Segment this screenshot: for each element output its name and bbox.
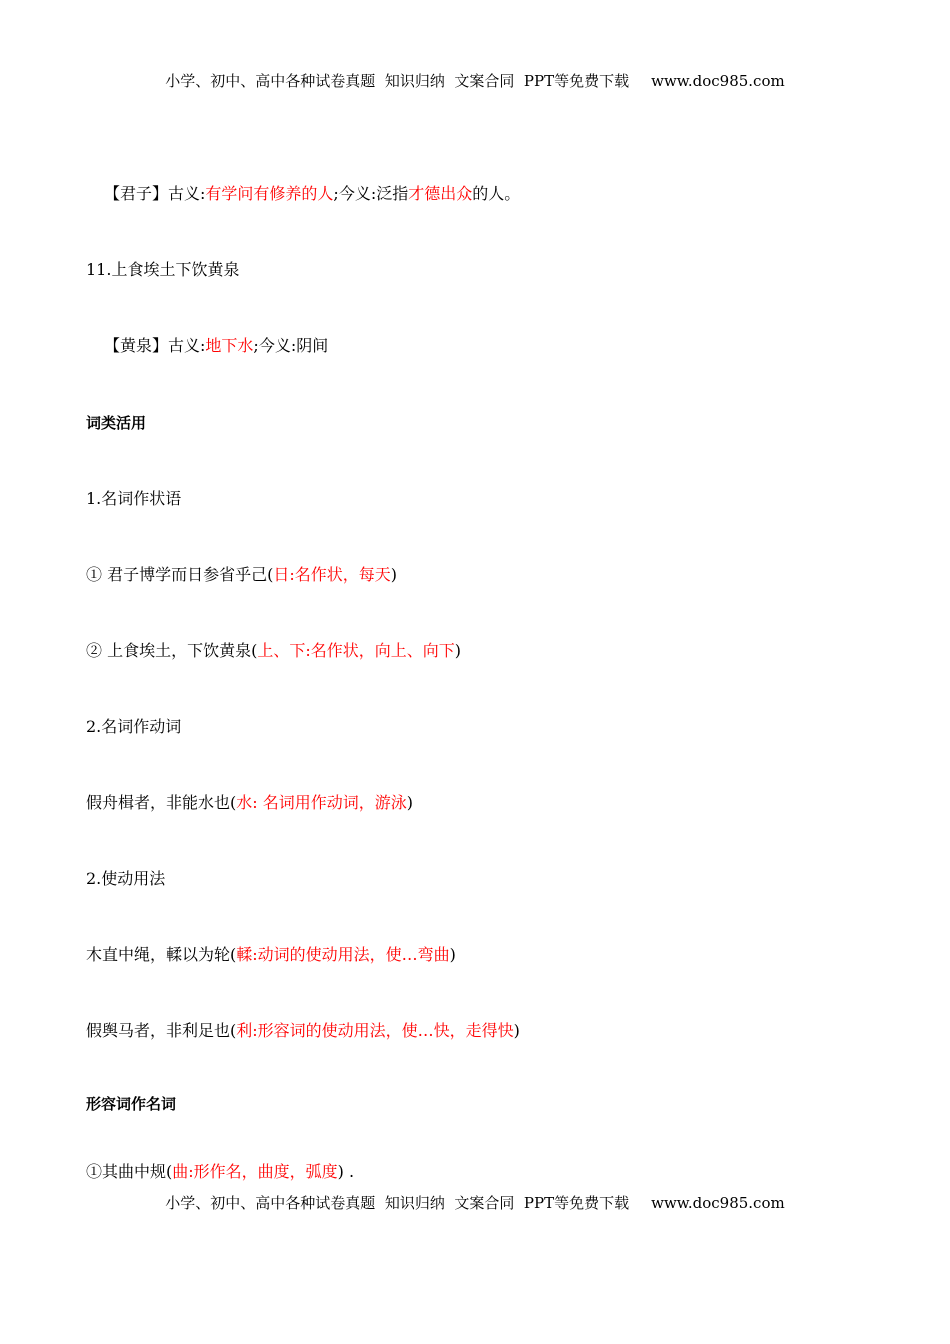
- text: ): [454, 641, 461, 660]
- footer-text: 小学、初中、高中各种试卷真题 知识归纳 文案合同 PPT等免费下载: [165, 1194, 630, 1212]
- example-4: [86, 945, 456, 965]
- annotation: 上、下:名作状，向上、向下: [257, 641, 455, 660]
- section-heading-xingrong: [86, 1094, 176, 1114]
- text: ①其曲中规(: [86, 1162, 173, 1181]
- heading-text: 形容词作名词: [86, 1095, 177, 1113]
- text: ;今义:阴间: [253, 336, 329, 355]
- text: ): [390, 565, 397, 584]
- text: ): [449, 945, 456, 964]
- text: ): [406, 793, 413, 812]
- example-3: [86, 793, 413, 813]
- text: ): [513, 1021, 520, 1040]
- example-5: [86, 1021, 520, 1041]
- page-footer: [0, 1192, 950, 1213]
- line-junzi: [104, 184, 520, 204]
- subheading-1: [86, 489, 181, 509]
- subheading-2: [86, 717, 181, 737]
- text: ① 君子博学而日参省乎己(: [86, 565, 274, 584]
- text: ;今义:泛指: [333, 184, 409, 203]
- term-label: 【君子】古义:: [104, 184, 206, 203]
- text: 2.名词作动词: [86, 717, 182, 736]
- header-text: 小学、初中、高中各种试卷真题 知识归纳 文案合同 PPT等免费下载: [165, 72, 630, 90]
- annotation: 日:名作状，每天: [273, 565, 391, 584]
- text: ) .: [337, 1162, 355, 1181]
- annotation: 輮:动词的使动用法，使…弯曲: [236, 945, 450, 964]
- term-label: 【黄泉】古义:: [104, 336, 206, 355]
- annotation: 地下水: [205, 336, 254, 355]
- text: 11.上食埃土下饮黄泉: [86, 260, 240, 279]
- annotation: 有学问有修养的人: [205, 184, 334, 203]
- subheading-3: [86, 869, 165, 889]
- annotation: 曲:形作名，曲度，弧度: [172, 1162, 338, 1181]
- text: 的人。: [472, 184, 521, 203]
- page-header: [0, 70, 950, 91]
- section-heading-cilei: [86, 413, 146, 433]
- text: ② 上食埃土，下饮黄泉(: [86, 641, 258, 660]
- text: 木直中绳，輮以为轮(: [86, 945, 237, 964]
- annotation: 才德出众: [408, 184, 473, 203]
- annotation: 利:形容词的使动用法，使…快，走得快: [236, 1021, 514, 1040]
- text: 假舆马者，非利足也(: [86, 1021, 237, 1040]
- footer-site[interactable]: www.doc985.com: [651, 1194, 785, 1212]
- line-huangquan: [104, 336, 328, 356]
- text: 1.名词作状语: [86, 489, 182, 508]
- header-site[interactable]: www.doc985.com: [651, 72, 785, 90]
- example-1: [86, 565, 397, 585]
- annotation: 水: 名词用作动词，游泳: [236, 793, 407, 812]
- text: 2.使动用法: [86, 869, 166, 888]
- text: 假舟楫者，非能水也(: [86, 793, 237, 812]
- example-2: [86, 641, 461, 661]
- heading-text: 词类活用: [86, 414, 147, 432]
- example-6: [86, 1162, 354, 1182]
- line-11: [86, 260, 239, 280]
